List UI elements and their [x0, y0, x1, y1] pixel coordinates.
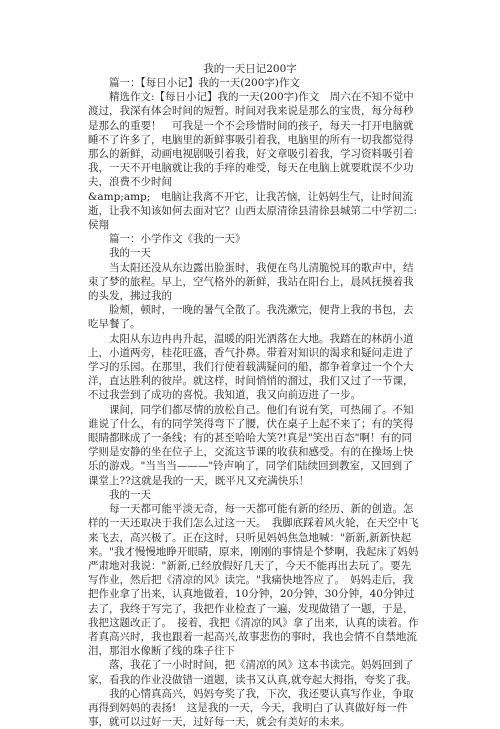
document-title: 我的一天日记200字: [203, 63, 297, 75]
section-heading: 篇一：小学作文《我的一天》: [109, 233, 246, 246]
document-body: [88, 76, 421, 729]
paragraph: 太阳从东边冉冉升起，温暖的阳光洒落在大地。我踏在的林荫小道上，小道两旁，桂花旺盛，香气扑鼻。带着对知识的渴求和疑问走进了学习的乐园。在那里，我们行使着载满疑问的船，都争着拿过一个个大洋，直达胜利的彼岸。就这样，时间悄悄的溜过，我们又过了一节课，不过我尝到了成功的喜悦。我知道，我又向前迈进了一步。: [88, 332, 414, 402]
paragraph: 精选作文:【每日小记】我的一天(200字)作文 周六在不知不觉中渡过，我深有体会时间的短暂。时间对我来说是那么的宝贵，每分每秒是那么的重要！ 可我是一个不会珍惜时间的孩子，每天一打开电脑就睡不了许多了，电脑里的新鲜事吸引着我，电脑里的所有一切我都觉得那么的新鲜，动画电视剧吸引着我，好文章吸引着我，学习资料吸引着我，一天不开电脑就让我的手痒的难受，每天在电脑上就要耽误不少功夫，浪费不少时间: [88, 91, 414, 189]
paragraph: &amp;amp; 电脑让我离不开它，让我苦恼，让妈妈生气，让时间流逝，让我不知该如何去面对它？山西太原清徐县清徐县城第二中学初二:侯翔: [88, 190, 418, 232]
section-heading: 篇一：【每日小记】我的一天(200字)作文: [109, 77, 300, 89]
paragraph: 落，我花了一小时时间，把《清凉的风》这本书读完。妈妈回到了家，看我的作业没做错一道题，读书又认真,就夸起大拇指，夸奖了我。: [88, 659, 417, 686]
paragraph: 课间，同学们都尽情的放松自己。他们有说有笑，可热闹了。不知谁说了什么，有的同学笑得弯下了腰，伏在桌子上起不来了；有的笑得眼睛都眯成了一条线；有的甚至哈哈大笑?!真是"笑出百态"啊！有的同学则是安静的坐在位子上，交流这节课的收获和感受。有的在操场上快乐的游戏。"当当当———"铃声响了，同学们陆续回到教室，又回到了课堂上??这就是我的一天，既平凡又充满快乐！: [88, 403, 414, 487]
essay-title: 我的一天: [109, 488, 151, 501]
essay-title: 我的一天: [109, 247, 151, 260]
paragraph: 每一天都可能平淡无奇，每一天都可能有新的经历、新的创造。怎样的一天还取决于我们怎么过这一天。 我脚底踩着风火轮，在天空中飞来飞去，高兴极了。正在这时，只听见妈妈焦急地喊："新新,新新快起来。"我才慢慢地睁开眼睛，原来，刚刚的事情是个梦啊，我起床了妈妈严肃地对我说："新新,已经放假好几天了，今天不能再出去玩了。要先写作业，然后把《清凉的风》读完。"我痛快地答应了。 妈妈走后，我把作业拿了出来，认真地做着，10分钟，20分钟，30分钟，40分钟过去了，我终于写完了，我把作业检查了一遍，发现做错了一题，于是，我把这题改正了。 接着，我把《清凉的风》拿了出来，认真的读着。作者真高兴时，我也跟着一起高兴,故事悲伤的事时，我也会情不自禁地流泪，那泪水像断了线的珠子往下: [88, 503, 419, 658]
paragraph: 脸颊，顿时，一晚的暑气全散了。我洗漱完，便背上我的书包，去吃早餐了。: [88, 304, 414, 331]
paragraph: 当太阳还没从东边露出脸蛋时，我便在鸟儿清脆悦耳的歌声中，结束了梦的旅程。早上，空气格外的新鲜，我站在阳台上，晨风抚摸着我的头发，拂过我的: [88, 261, 414, 303]
paragraph: 我的心情真高兴，妈妈夸奖了我，下次，我还要认真写作业，争取再得到妈妈的表扬! 这是我的一天，今天，我明白了认真做好每一件事，就可以过好一天，过好每一天，就会有美好的未来。: [88, 687, 414, 729]
